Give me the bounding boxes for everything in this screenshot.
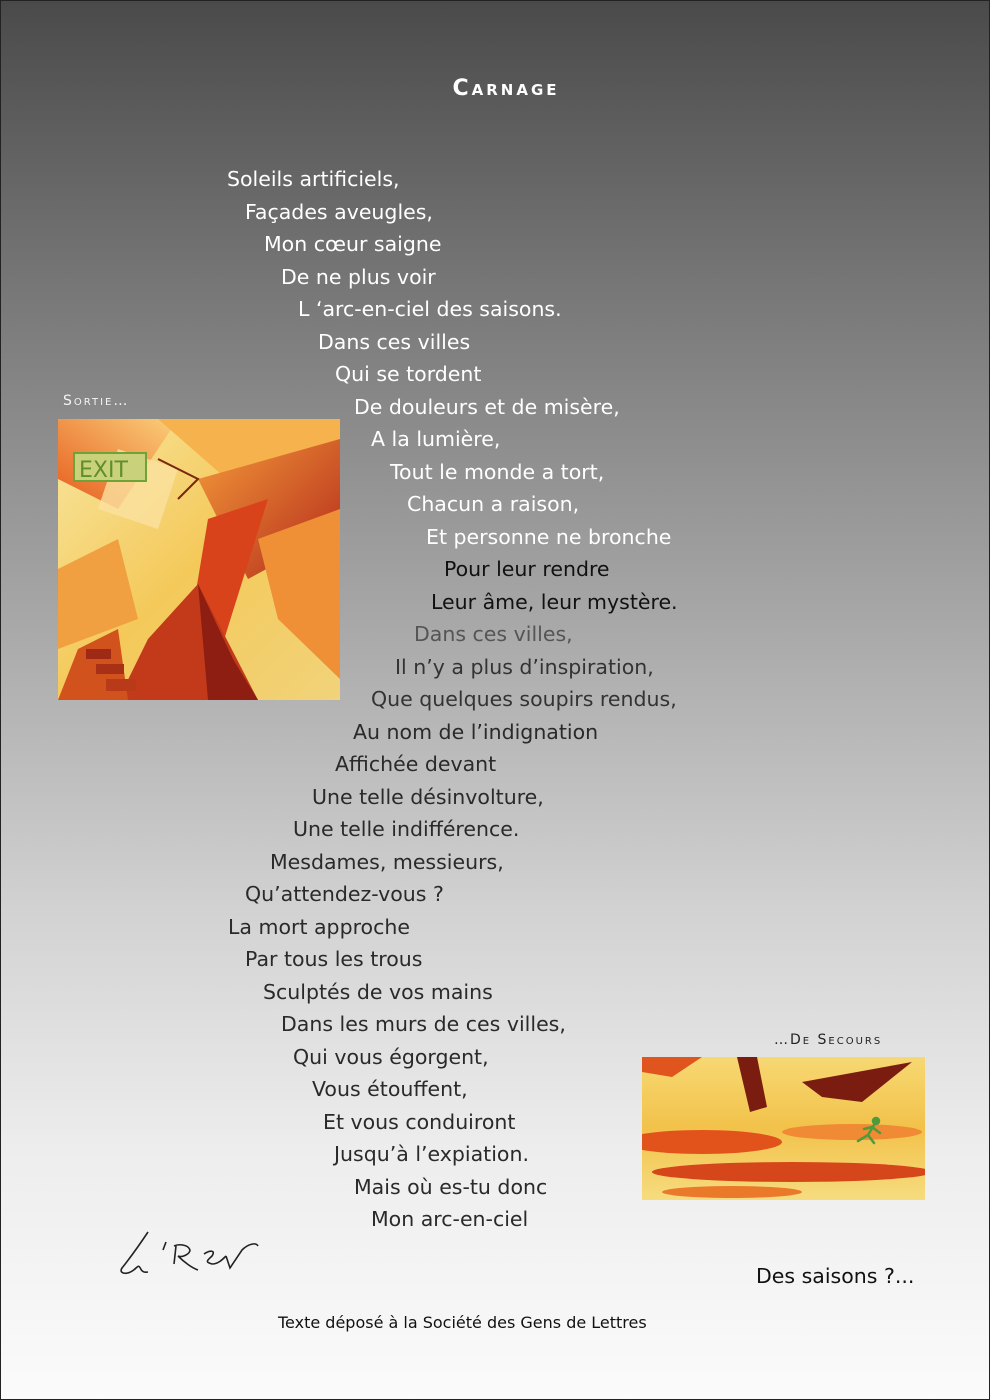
poem-line: Affichée devant — [335, 752, 497, 776]
poem-line: Tout le monde a tort, — [390, 460, 605, 484]
signature-drawing — [108, 1224, 263, 1284]
poem-line: Façades aveugles, — [245, 200, 433, 224]
poem-line: Leur âme, leur mystère. — [431, 590, 678, 614]
poem-line: Qui se tordent — [335, 362, 482, 386]
exit-painting-art — [58, 419, 340, 700]
poem-line: Au nom de l’indignation — [353, 720, 599, 744]
poem-line: De douleurs et de misère, — [354, 395, 620, 419]
poem-line: Une telle désinvolture, — [312, 785, 544, 809]
poem-line: Dans les murs de ces villes, — [281, 1012, 566, 1036]
secours-painting — [642, 1057, 925, 1200]
poem-line: Mon arc-en-ciel — [371, 1207, 529, 1231]
poem-line: Mesdames, messieurs, — [270, 850, 504, 874]
poem-line: Qu’attendez-vous ? — [245, 882, 444, 906]
poem-line: Sculptés de vos mains — [263, 980, 493, 1004]
poem-line: Une telle indifférence. — [293, 817, 520, 841]
poem-line: Et personne ne bronche — [426, 525, 672, 549]
author-signature — [108, 1224, 263, 1288]
poem-line: La mort approche — [228, 915, 410, 939]
footer-copyright: Texte déposé à la Société des Gens de Lettres — [278, 1313, 647, 1332]
poem-line: Chacun a raison, — [407, 492, 580, 516]
poem-line: Dans ces villes, — [414, 622, 573, 646]
poem-line: Que quelques soupirs rendus, — [371, 687, 677, 711]
poem-line: Et vous conduiront — [323, 1110, 516, 1134]
closing-line: Des saisons ?... — [756, 1264, 915, 1288]
secours-painting-art — [642, 1057, 925, 1200]
poem-line: Vous étouffent, — [312, 1077, 468, 1101]
poem-line: L ‘arc-en-ciel des saisons. — [298, 297, 562, 321]
poem-line: Par tous les trous — [245, 947, 423, 971]
poem-title: Carnage — [452, 76, 560, 101]
right-image-caption: …De Secours — [774, 1032, 883, 1048]
poem-line: Soleils artificiels, — [227, 167, 400, 191]
poem-line: Mais où es-tu donc — [354, 1175, 548, 1199]
poem-line: Mon cœur saigne — [264, 232, 442, 256]
left-image-caption: Sortie… — [63, 393, 130, 409]
exit-painting — [58, 419, 340, 700]
poem-line: Jusqu’à l’expiation. — [334, 1142, 529, 1166]
poem-line: A la lumière, — [371, 427, 501, 451]
poem-line: De ne plus voir — [281, 265, 436, 289]
poem-line: Pour leur rendre — [444, 557, 610, 581]
poem-line: Qui vous égorgent, — [293, 1045, 489, 1069]
poem-line: Dans ces villes — [318, 330, 471, 354]
poem-line: Il n’y a plus d’inspiration, — [395, 655, 654, 679]
exit-sign-text: EXIT — [79, 458, 128, 483]
